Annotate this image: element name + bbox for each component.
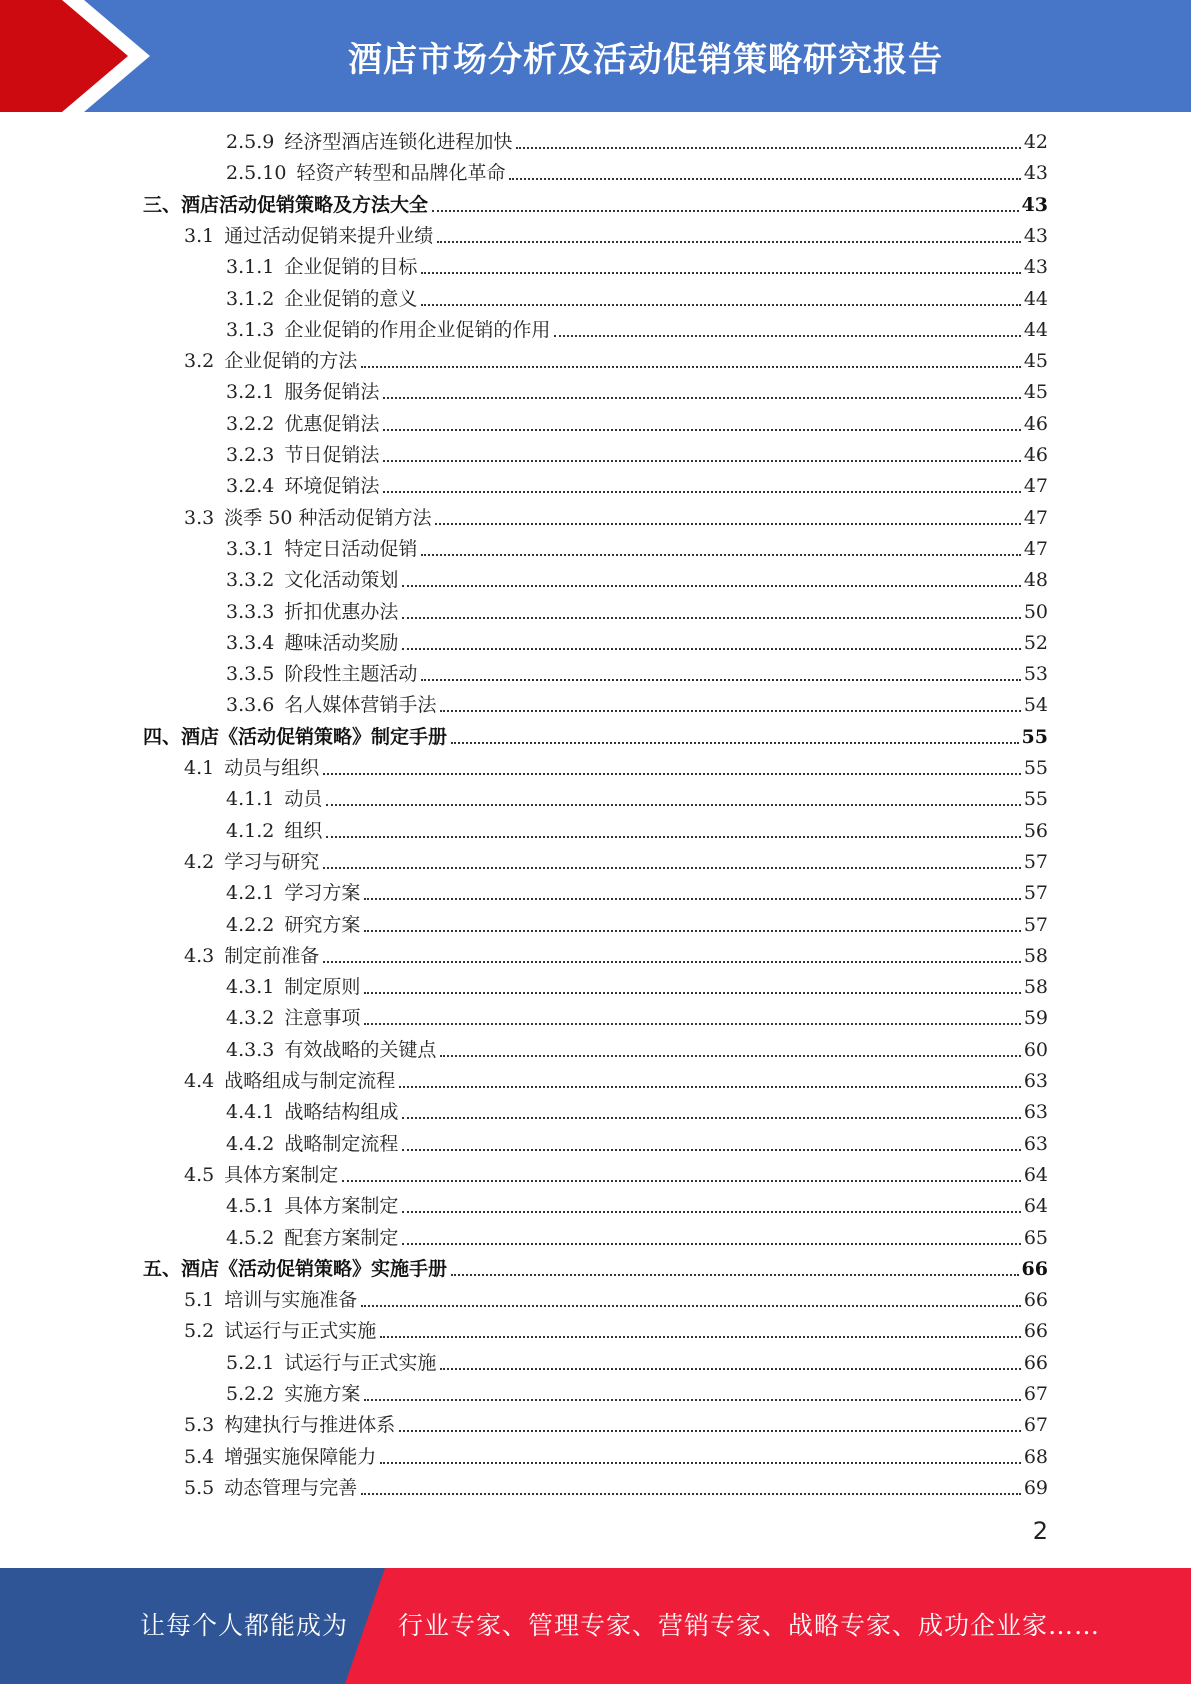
toc-entry-page: 44 — [1023, 319, 1048, 341]
toc-entry-number: 4.5 — [184, 1164, 215, 1186]
toc-entry[interactable] — [226, 878, 1048, 909]
toc-entry[interactable] — [184, 1442, 1048, 1473]
toc-entry-number: 5.1 — [184, 1289, 215, 1311]
toc-entry-number: 3.1.2 — [226, 288, 275, 310]
toc-entry-number: 4.3.3 — [226, 1039, 275, 1061]
toc-entry-number: 4.5.2 — [226, 1227, 275, 1249]
toc-dot-leader — [451, 742, 1019, 744]
toc-entry-title: 试运行与正式实施 — [284, 1352, 437, 1374]
toc-entry-title: 折扣优惠办法 — [284, 601, 399, 623]
toc-entry-page: 60 — [1023, 1039, 1048, 1061]
toc-entry-number: 3.2.2 — [226, 413, 275, 435]
toc-entry-number: 4.1.1 — [226, 788, 275, 810]
toc-entry-page: 57 — [1023, 914, 1048, 936]
toc-entry[interactable] — [226, 440, 1048, 471]
toc-entry-number: 4.2.1 — [226, 882, 275, 904]
toc-dot-leader — [402, 1149, 1020, 1151]
toc-entry[interactable] — [184, 1285, 1048, 1316]
toc-entry-page: 47 — [1023, 475, 1048, 497]
toc-dot-leader — [383, 491, 1020, 493]
toc-entry-number: 2.5.9 — [226, 131, 275, 153]
toc-entry[interactable] — [184, 847, 1048, 878]
toc-entry-page: 56 — [1023, 820, 1048, 842]
toc-entry-page: 55 — [1023, 788, 1048, 810]
toc-entry[interactable] — [226, 158, 1048, 189]
toc-dot-leader — [437, 241, 1021, 243]
toc-entry[interactable] — [184, 1473, 1048, 1504]
toc-dot-leader — [402, 585, 1020, 587]
toc-entry[interactable] — [184, 503, 1048, 534]
toc-entry-title: 组织 — [284, 820, 323, 842]
page-header — [0, 0, 1191, 112]
toc-dot-leader — [380, 1462, 1021, 1464]
toc-entry[interactable] — [226, 252, 1048, 283]
toc-entry-number: 3.1.3 — [226, 319, 275, 341]
toc-entry-title: 趣味活动奖励 — [284, 632, 399, 654]
toc-entry-title: 经济型酒店连锁化进程加快 — [284, 131, 513, 153]
toc-dot-leader — [554, 335, 1020, 337]
toc-entry-number: 4.1.2 — [226, 820, 275, 842]
toc-entry-page: 68 — [1023, 1446, 1048, 1468]
toc-dot-leader — [516, 147, 1020, 149]
toc-entry-number: 3.2.3 — [226, 444, 275, 466]
toc-entry-number: 5.4 — [184, 1446, 215, 1468]
toc-entry-page: 42 — [1023, 131, 1048, 153]
toc-entry-page: 48 — [1023, 569, 1048, 591]
toc-entry[interactable] — [184, 941, 1048, 972]
toc-entry-page: 50 — [1023, 601, 1048, 623]
toc-entry-page: 58 — [1023, 945, 1048, 967]
toc-entry[interactable] — [184, 1316, 1048, 1347]
toc-entry-title: 配套方案制定 — [284, 1227, 399, 1249]
toc-entry-page: 59 — [1023, 1007, 1048, 1029]
toc-dot-leader — [402, 1243, 1020, 1245]
toc-dot-leader — [435, 523, 1020, 525]
toc-entry-page: 43 — [1023, 256, 1048, 278]
toc-entry-title: 企业促销的作用企业促销的作用 — [284, 319, 551, 341]
toc-entry-title: 注意事项 — [284, 1007, 361, 1029]
toc-entry-number: 三、 — [143, 194, 182, 216]
toc-entry-page: 67 — [1023, 1414, 1048, 1436]
toc-entry-title: 文化活动策划 — [284, 569, 399, 591]
toc-entry[interactable] — [184, 1160, 1048, 1191]
toc-entry[interactable] — [184, 221, 1048, 252]
toc-entry-number: 4.4 — [184, 1070, 215, 1092]
toc-entry-title: 企业促销的方法 — [224, 350, 358, 372]
toc-entry[interactable] — [184, 346, 1048, 377]
toc-entry-number: 5.2.2 — [226, 1383, 275, 1405]
toc-entry-number: 3.3.6 — [226, 694, 275, 716]
toc-entry[interactable] — [226, 597, 1048, 628]
toc-entry[interactable] — [226, 127, 1048, 158]
toc-entry[interactable] — [226, 910, 1048, 941]
toc-entry[interactable] — [226, 409, 1048, 440]
toc-entry-title: 动态管理与完善 — [224, 1477, 358, 1499]
toc-entry-page: 55 — [1023, 757, 1048, 779]
toc-dot-leader — [451, 1274, 1019, 1276]
toc-entry-title: 酒店《活动促销策略》制定手册 — [181, 726, 448, 748]
toc-entry-title: 淡季 50 种活动促销方法 — [224, 507, 432, 529]
toc-entry-title: 酒店活动促销策略及方法大全 — [181, 194, 429, 216]
toc-entry-page: 57 — [1023, 851, 1048, 873]
toc-dot-leader — [421, 554, 1020, 556]
toc-entry-number: 5.3 — [184, 1414, 215, 1436]
toc-entry-page: 63 — [1023, 1070, 1048, 1092]
toc-dot-leader — [364, 1023, 1020, 1025]
toc-entry-number: 5.2.1 — [226, 1352, 275, 1374]
toc-entry-number: 3.2 — [184, 350, 215, 372]
toc-entry[interactable] — [226, 471, 1048, 502]
toc-entry-page: 54 — [1023, 694, 1048, 716]
toc-entry-page: 43 — [1021, 194, 1048, 216]
toc-entry-title: 战略制定流程 — [284, 1133, 399, 1155]
toc-entry-title: 制定原则 — [284, 976, 361, 998]
footer-slogan-right: 行业专家、管理专家、营销专家、战略专家、成功企业家…… — [398, 1611, 1101, 1640]
toc-entry-title: 培训与实施准备 — [224, 1289, 358, 1311]
toc-dot-leader — [364, 898, 1020, 900]
toc-entry-number: 3.3.2 — [226, 569, 275, 591]
toc-entry[interactable] — [143, 722, 1048, 753]
toc-entry-title: 有效战略的关键点 — [284, 1039, 437, 1061]
toc-entry-page: 64 — [1023, 1164, 1048, 1186]
toc-entry-page: 47 — [1023, 538, 1048, 560]
toc-entry-number: 4.3 — [184, 945, 215, 967]
toc-entry-number: 3.2.4 — [226, 475, 275, 497]
toc-entry-title: 战略结构组成 — [284, 1101, 399, 1123]
toc-dot-leader — [383, 429, 1020, 431]
toc-dot-leader — [432, 210, 1019, 212]
toc-entry-number: 4.3.2 — [226, 1007, 275, 1029]
toc-entry-page: 46 — [1023, 413, 1048, 435]
toc-dot-leader — [326, 836, 1020, 838]
toc-entry[interactable] — [226, 972, 1048, 1003]
toc-dot-leader — [361, 1305, 1021, 1307]
toc-entry-page: 47 — [1023, 507, 1048, 529]
toc-entry-page: 66 — [1021, 1258, 1048, 1280]
toc-entry-title: 企业促销的意义 — [284, 288, 418, 310]
toc-entry-title: 学习方案 — [284, 882, 361, 904]
toc-dot-leader — [399, 1430, 1021, 1432]
toc-entry[interactable] — [184, 1410, 1048, 1441]
toc-entry[interactable] — [226, 1097, 1048, 1128]
toc-entry-title: 实施方案 — [284, 1383, 361, 1405]
toc-entry-page: 66 — [1023, 1352, 1048, 1374]
toc-entry[interactable] — [226, 659, 1048, 690]
toc-dot-leader — [421, 679, 1020, 681]
toc-entry-page: 64 — [1023, 1195, 1048, 1217]
toc-entry-page: 58 — [1023, 976, 1048, 998]
toc-entry-number: 4.1 — [184, 757, 215, 779]
toc-entry-title: 增强实施保障能力 — [224, 1446, 377, 1468]
toc-entry-page: 55 — [1021, 726, 1048, 748]
toc-entry[interactable] — [143, 190, 1048, 221]
toc-entry[interactable] — [226, 534, 1048, 565]
toc-entry-number: 3.3.4 — [226, 632, 275, 654]
toc-entry-number: 3.1.1 — [226, 256, 275, 278]
toc-entry-title: 制定前准备 — [224, 945, 320, 967]
toc-dot-leader — [361, 366, 1021, 368]
toc-dot-leader — [342, 1180, 1021, 1182]
toc-entry-title: 阶段性主题活动 — [284, 663, 418, 685]
toc-entry-page: 66 — [1023, 1320, 1048, 1342]
toc-entry-page: 45 — [1023, 381, 1048, 403]
toc-entry-page: 63 — [1023, 1101, 1048, 1123]
toc-dot-leader — [364, 930, 1020, 932]
toc-entry-title: 企业促销的目标 — [284, 256, 418, 278]
page-footer — [0, 1568, 1191, 1684]
toc-dot-leader — [323, 961, 1021, 963]
toc-entry[interactable] — [226, 690, 1048, 721]
toc-dot-leader — [421, 272, 1020, 274]
toc-entry-page: 67 — [1023, 1383, 1048, 1405]
toc-entry-number: 4.4.2 — [226, 1133, 275, 1155]
toc-entry-page: 53 — [1023, 663, 1048, 685]
toc-dot-leader — [364, 992, 1020, 994]
toc-entry-page: 43 — [1023, 162, 1048, 184]
toc-entry-title: 战略组成与制定流程 — [224, 1070, 396, 1092]
toc-entry-page: 46 — [1023, 444, 1048, 466]
toc-entry-number: 五、 — [143, 1258, 182, 1280]
toc-dot-leader — [361, 1493, 1021, 1495]
toc-entry-title: 学习与研究 — [224, 851, 320, 873]
toc-entry[interactable] — [226, 1035, 1048, 1066]
toc-entry[interactable] — [143, 1254, 1048, 1285]
toc-entry-page: 66 — [1023, 1289, 1048, 1311]
toc-entry-number: 2.5.10 — [226, 162, 287, 184]
toc-dot-leader — [383, 460, 1020, 462]
toc-entry-number: 3.3.1 — [226, 538, 275, 560]
toc-entry-page: 44 — [1023, 288, 1048, 310]
toc-entry-number: 3.2.1 — [226, 381, 275, 403]
toc-entry[interactable] — [226, 1379, 1048, 1410]
toc-entry-title: 节日促销法 — [284, 444, 380, 466]
toc-dot-leader — [399, 1086, 1021, 1088]
toc-entry[interactable] — [226, 1223, 1048, 1254]
toc-entry-title: 构建执行与推进体系 — [224, 1414, 396, 1436]
toc-entry-number: 4.5.1 — [226, 1195, 275, 1217]
toc-entry-title: 试运行与正式实施 — [224, 1320, 377, 1342]
toc-entry-number: 5.5 — [184, 1477, 215, 1499]
toc-entry-page: 45 — [1023, 350, 1048, 372]
toc-entry[interactable] — [226, 1191, 1048, 1222]
toc-entry[interactable] — [226, 628, 1048, 659]
toc-entry-title: 动员 — [284, 788, 323, 810]
toc-entry-number: 5.2 — [184, 1320, 215, 1342]
toc-entry[interactable] — [226, 1348, 1048, 1379]
toc-entry-title: 轻资产转型和品牌化革命 — [296, 162, 506, 184]
toc-entry-number: 4.3.1 — [226, 976, 275, 998]
toc-entry-title: 环境促销法 — [284, 475, 380, 497]
toc-dot-leader — [440, 1055, 1020, 1057]
page-number: 2 — [1032, 1517, 1048, 1545]
toc-entry-title: 具体方案制定 — [224, 1164, 339, 1186]
toc-dot-leader — [383, 397, 1020, 399]
toc-entry-title: 酒店《活动促销策略》实施手册 — [181, 1258, 448, 1280]
toc-entry-number: 3.3 — [184, 507, 215, 529]
toc-entry-page: 52 — [1023, 632, 1048, 654]
toc-dot-leader — [380, 1336, 1021, 1338]
toc-entry-title: 名人媒体营销手法 — [284, 694, 437, 716]
toc-dot-leader — [440, 1368, 1020, 1370]
toc-dot-leader — [402, 1117, 1020, 1119]
toc-entry[interactable] — [226, 1003, 1048, 1034]
report-title: 酒店市场分析及活动促销策略研究报告 — [348, 39, 943, 80]
toc-dot-leader — [323, 867, 1021, 869]
toc-entry-page: 69 — [1023, 1477, 1048, 1499]
toc-entry-number: 4.2 — [184, 851, 215, 873]
toc-entry-number: 4.2.2 — [226, 914, 275, 936]
toc-dot-leader — [364, 1399, 1020, 1401]
toc-entry-page: 57 — [1023, 882, 1048, 904]
toc-entry-number: 3.3.5 — [226, 663, 275, 685]
toc-entry-page: 65 — [1023, 1227, 1048, 1249]
toc-dot-leader — [509, 178, 1020, 180]
toc-dot-leader — [323, 773, 1021, 775]
toc-entry-title: 动员与组织 — [224, 757, 320, 779]
header-chevron-decoration — [0, 0, 160, 112]
toc-entry-title: 特定日活动促销 — [284, 538, 418, 560]
toc-entry-title: 研究方案 — [284, 914, 361, 936]
toc-entry-page: 43 — [1023, 225, 1048, 247]
toc-entry-title: 优惠促销法 — [284, 413, 380, 435]
toc-entry-page: 63 — [1023, 1133, 1048, 1155]
toc-entry-number: 3.3.3 — [226, 601, 275, 623]
toc-entry-title: 服务促销法 — [284, 381, 380, 403]
toc-dot-leader — [402, 617, 1020, 619]
toc-entry[interactable] — [226, 816, 1048, 847]
toc-entry-title: 通过活动促销来提升业绩 — [224, 225, 434, 247]
toc-dot-leader — [421, 304, 1020, 306]
toc-entry[interactable] — [226, 565, 1048, 596]
toc-dot-leader — [326, 804, 1020, 806]
toc-entry[interactable] — [226, 377, 1048, 408]
toc-entry-title: 具体方案制定 — [284, 1195, 399, 1217]
toc-entry-number: 四、 — [143, 726, 182, 748]
toc-entry-number: 3.1 — [184, 225, 215, 247]
toc-dot-leader — [402, 1211, 1020, 1213]
toc-entry[interactable] — [226, 784, 1048, 815]
toc-entry[interactable] — [184, 753, 1048, 784]
toc-entry[interactable] — [184, 1066, 1048, 1097]
toc-dot-leader — [402, 648, 1020, 650]
toc-entry[interactable] — [226, 1129, 1048, 1160]
toc-entry[interactable] — [226, 315, 1048, 346]
footer-slogan-left: 让每个人都能成为 — [140, 1611, 349, 1640]
toc-dot-leader — [440, 710, 1020, 712]
toc-entry[interactable] — [226, 284, 1048, 315]
toc-entry-number: 4.4.1 — [226, 1101, 275, 1123]
